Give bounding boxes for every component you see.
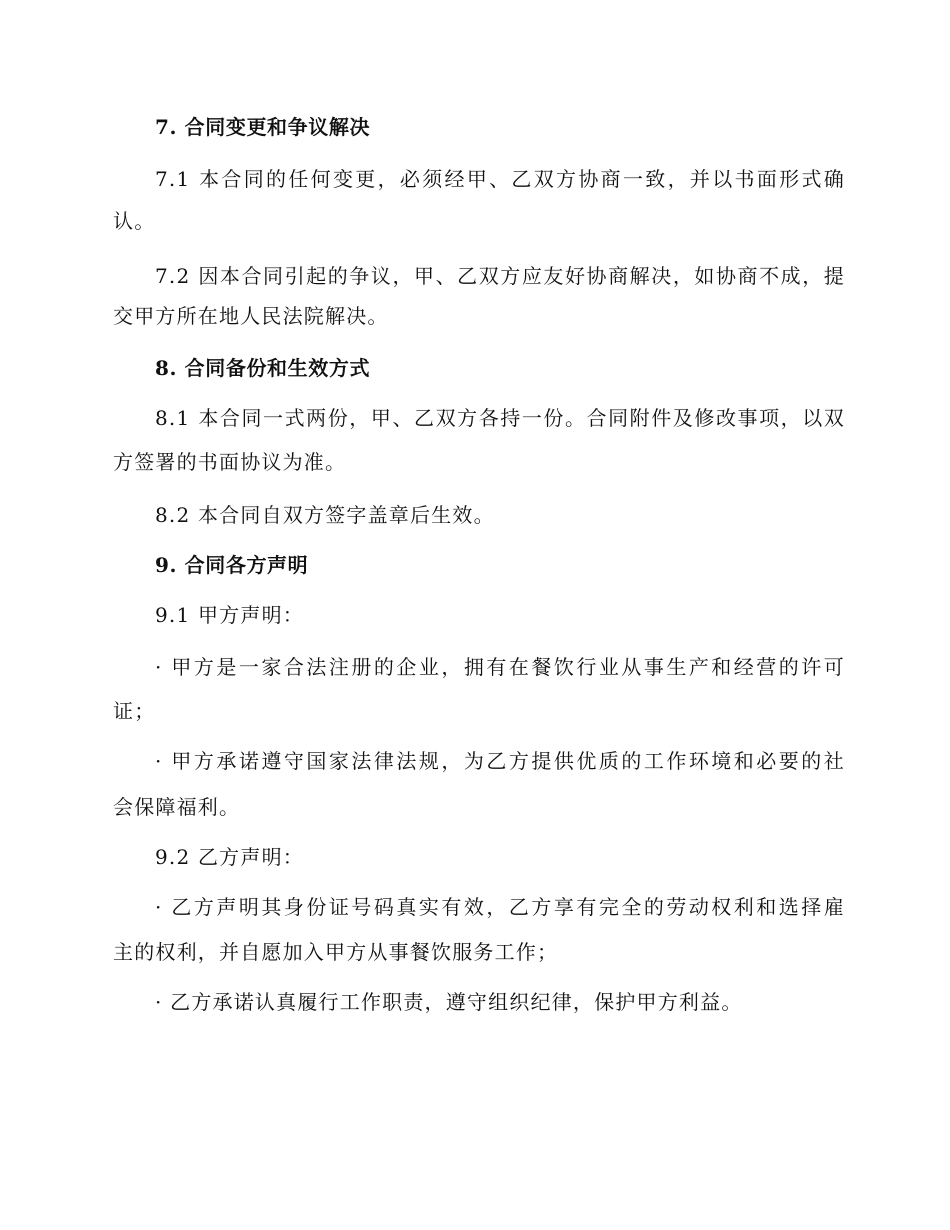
clause-7-2-line-1: 7.2 因本合同引起的争议，甲、乙双方应友好协商解决，如协商不成，提 [155, 264, 845, 288]
clause-9-1: 9.1 甲方声明： [155, 603, 304, 627]
section-9-heading: 9. 合同各方声明 [155, 553, 309, 577]
clause-7-1-line-2: 认。 [113, 209, 156, 233]
clause-9-2: 9.2 乙方声明： [155, 845, 304, 869]
clause-8-1-line-2: 方签署的书面协议为准。 [113, 450, 347, 474]
clause-7-2-line-2: 交甲方所在地人民法院解决。 [113, 304, 389, 328]
clause-9-1-bullet-1-line-1: · 甲方是一家合法注册的企业，拥有在餐饮行业从事生产和经营的许可 [155, 655, 845, 679]
clause-8-1-line-1: 8.1 本合同一式两份，甲、乙双方各持一份。合同附件及修改事项，以双 [155, 406, 845, 430]
clause-9-1-bullet-2-line-1: · 甲方承诺遵守国家法律法规，为乙方提供优质的工作环境和必要的社 [155, 749, 845, 773]
clause-8-2: 8.2 本合同自双方签字盖章后生效。 [155, 503, 495, 527]
clause-9-2-bullet-1-line-1: · 乙方声明其身份证号码真实有效，乙方享有完全的劳动权利和选择雇 [155, 895, 845, 919]
clause-9-1-bullet-2-line-2: 会保障福利。 [113, 795, 241, 819]
clause-9-1-bullet-1-line-2: 证； [113, 699, 156, 723]
section-7-heading: 7. 合同变更和争议解决 [155, 115, 371, 139]
clause-7-1-line-1: 7.1 本合同的任何变更，必须经甲、乙双方协商一致，并以书面形式确 [155, 167, 845, 191]
section-8-heading: 8. 合同备份和生效方式 [155, 356, 371, 380]
clause-9-2-bullet-1-line-2: 主的权利，并自愿加入甲方从事餐饮服务工作； [113, 940, 559, 964]
clause-9-2-bullet-2: · 乙方承诺认真履行工作职责，遵守组织纪律，保护甲方利益。 [155, 990, 743, 1014]
